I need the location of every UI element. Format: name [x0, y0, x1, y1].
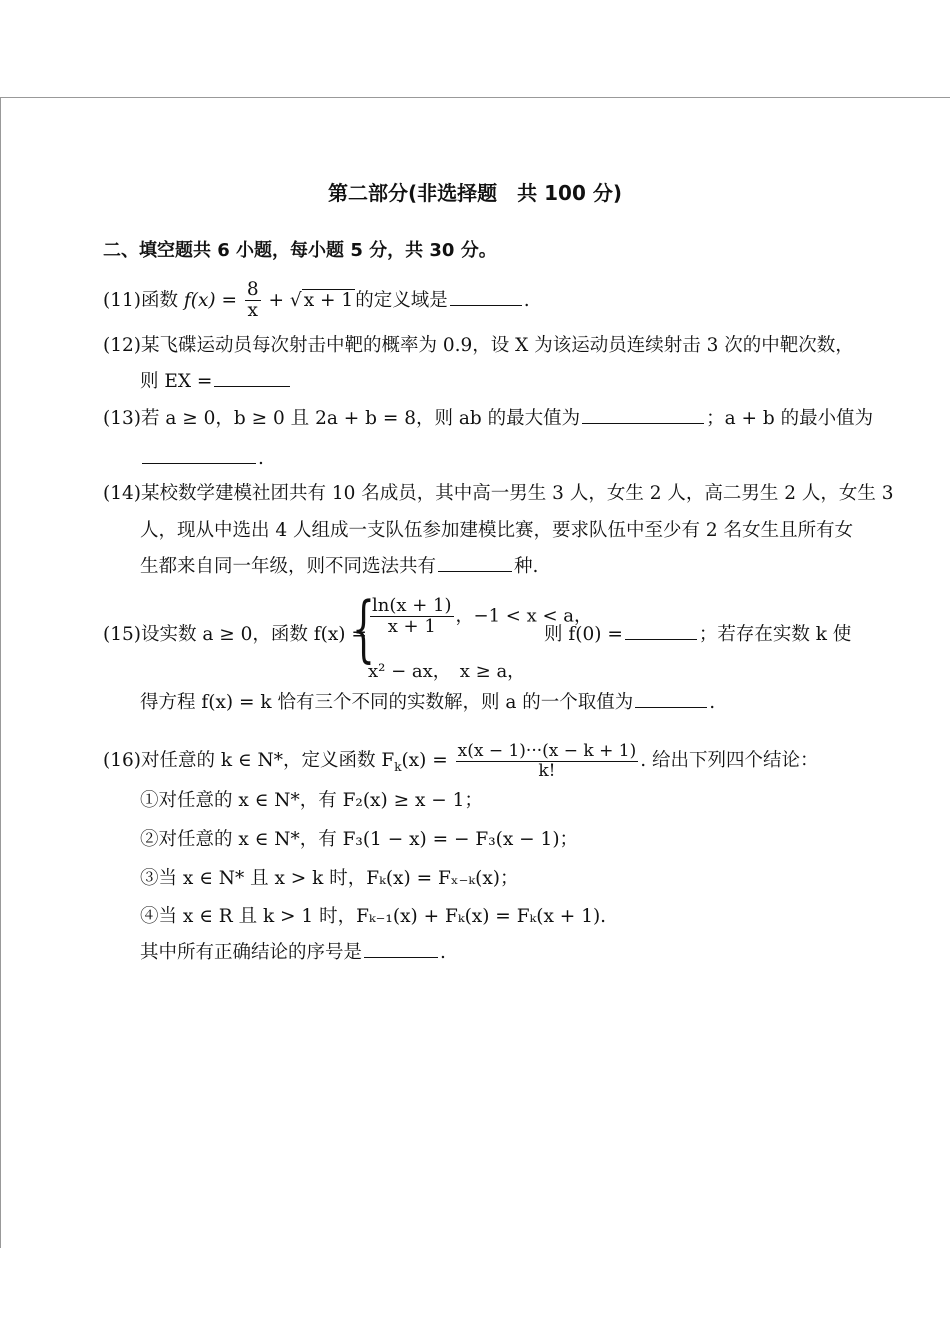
question-14: (14)某校数学建模社团共有 10 名成员，其中高一男生 3 人，女生 2 人，高二男生 2 人，女生 3 — [103, 483, 894, 504]
piecewise-case-1: $\frac{\ln(x + 1)}{x + 1}$ ，−1 < x < a， — [372, 595, 592, 637]
question-16-answer: 其中所有正确结论的序号是 . — [140, 942, 446, 963]
answer-blank — [635, 705, 707, 708]
answer-blank — [625, 637, 697, 640]
fraction: $\frac{8}{x}$ — [246, 279, 259, 322]
question-12: (12)某飞碟运动员每次射击中靶的概率为 0.9，设 X 为该运动员连续射击 3 次的中靶次数， — [103, 335, 854, 356]
conclusion-3: ③当 x ∈ N* 且 x > k 时，Fₖ(x) = Fₓ₋ₖ(x)； — [140, 868, 519, 889]
question-15-line2: 得方程 f(x) = k 恰有三个不同的实数解，则 a 的一个取值为 . — [140, 692, 716, 713]
answer-blank — [438, 569, 512, 572]
piecewise-brace: { — [352, 586, 375, 670]
question-14-line3: 生都来自同一年级，则不同选法共有 种. — [140, 556, 539, 577]
answer-blank — [582, 421, 704, 424]
conclusion-1: ①对任意的 x ∈ N*，有 F₂(x) ≥ x − 1； — [140, 790, 483, 811]
section-heading: 二、填空题共 6 小题，每小题 5 分，共 30 分。 — [103, 240, 497, 261]
fraction: $\frac{\ln(x + 1)}{x + 1}$ — [372, 595, 452, 637]
answer-blank — [214, 384, 290, 387]
question-15-right: 则 f(0) = ；若存在实数 k 使 — [544, 624, 852, 645]
question-16: (16)对任意的 k ∈ N*，定义函数 $F_k(x)$ = $\frac{x(x - 1)\cdot\cdot\cdot(x - k + 1)}{k!}$ . 给出下列四个结论： — [103, 741, 819, 781]
question-13: (13)若 a ≥ 0，b ≥ 0 且 2a + b = 8，则 ab 的最大值为 ；a + b 的最小值为 — [103, 408, 874, 429]
conclusion-2: ②对任意的 x ∈ N*，有 F₃(1 − x) = − F₃(x − 1)； — [140, 829, 579, 850]
question-14-line2: 人，现从中选出 4 人组成一支队伍参加建模比赛，要求队伍中至少有 2 名女生且所有女 — [140, 520, 854, 541]
question-15: (15)设实数 a ≥ 0，函数 f(x) = — [103, 624, 367, 645]
fraction: $\frac{x(x - 1)\cdot\cdot\cdot(x - k + 1)}{k!}$ — [457, 741, 637, 781]
sqrt-expression: x + 1 — [303, 289, 354, 311]
answer-blank — [142, 461, 256, 464]
answer-blank — [364, 955, 438, 958]
question-11: (11)函数 f(x) = $\frac{8}{x}$ + √ x + 1 的定义域是 . — [103, 279, 530, 322]
part-title: 第二部分(非选择题 共 100 分) — [328, 181, 622, 205]
answer-blank — [450, 303, 522, 306]
conclusion-4: ④当 x ∈ R 且 k > 1 时，Fₖ₋₁(x) + Fₖ(x) = Fₖ(x + 1). — [140, 906, 607, 927]
question-13-line2: . — [140, 450, 264, 469]
piecewise-case-2: x² − ax， x ≥ a， — [368, 661, 526, 682]
question-12-line2: 则 EX = — [140, 373, 292, 392]
